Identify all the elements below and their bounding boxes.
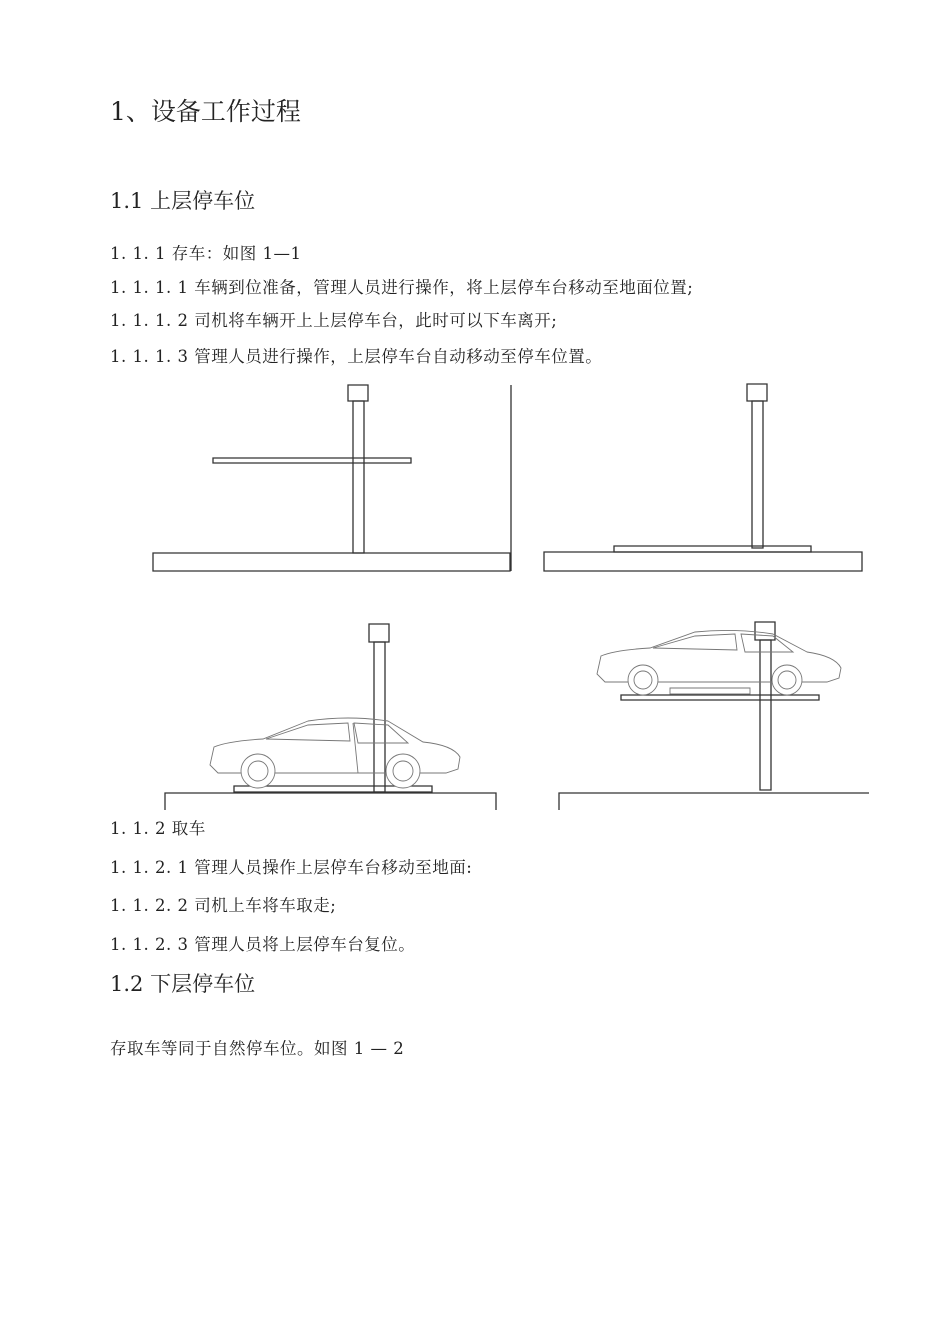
store-step-1: 1. 1. 1. 1 车辆到位准备，管理人员进行操作，将上层停车台移动至地面位置;: [110, 278, 694, 297]
store-step-3: 1. 1. 1. 3 管理人员进行操作，上层停车台自动移动至停车位置。: [110, 347, 603, 366]
car-icon: [597, 630, 841, 695]
diagram-platform-raised: [150, 380, 515, 575]
lift-column: [752, 401, 763, 548]
lowered-platform: [614, 546, 811, 552]
motor-box: [755, 622, 775, 640]
page-title: 1、设备工作过程: [110, 97, 301, 126]
ground-base: [165, 793, 496, 810]
store-step-2: 1. 1. 1. 2 司机将车辆开上上层停车台，此时可以下车离开;: [110, 311, 558, 330]
motor-box: [348, 385, 368, 401]
diagram-car-raised: [555, 618, 875, 813]
lower-body: 存取车等同于自然停车位。如图 1 — 2: [110, 1039, 405, 1058]
lift-column: [760, 640, 771, 790]
car-icon: [210, 718, 460, 788]
store-heading: 1. 1. 1 存车：如图 1—1: [110, 244, 302, 263]
ground-base: [559, 793, 869, 810]
retrieve-step-3: 1. 1. 2. 3 管理人员将上层停车台复位。: [110, 935, 416, 954]
section-title-upper: 1.1 上层停车位: [110, 189, 256, 213]
retrieve-step-2: 1. 1. 2. 2 司机上车将车取走;: [110, 896, 337, 915]
retrieve-heading: 1. 1. 2 取车: [110, 819, 206, 838]
ground-base: [544, 552, 862, 571]
motor-box: [747, 384, 767, 401]
lift-column: [353, 401, 364, 553]
lift-column: [374, 642, 385, 792]
diagram-car-on-ground: [160, 620, 505, 815]
diagram-platform-lowered: [542, 380, 862, 575]
upper-platform: [213, 458, 411, 463]
retrieve-step-1: 1. 1. 2. 1 管理人员操作上层停车台移动至地面:: [110, 858, 473, 877]
motor-box: [369, 624, 389, 642]
section-title-lower: 1.2 下层停车位: [110, 972, 256, 996]
ground-base: [153, 553, 510, 571]
upper-platform: [621, 695, 819, 700]
